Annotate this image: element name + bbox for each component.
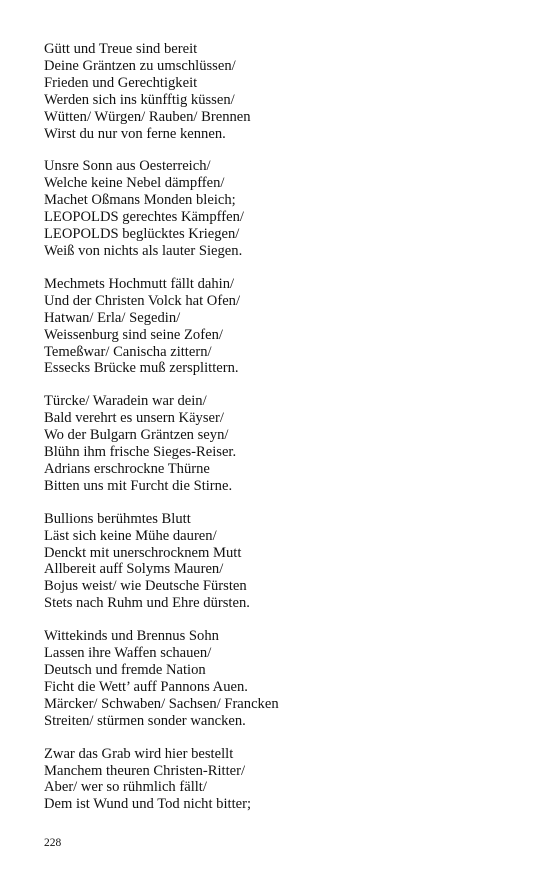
stanza-2 xyxy=(44,158,524,259)
verse-line: Weissenburg sind seine Zofen/ xyxy=(44,326,223,343)
verse-line: Machet Oßmans Monden bleich; xyxy=(44,192,236,209)
verse-line: Bojus weist/ wie Deutsche Fürsten xyxy=(44,578,247,595)
verse-line: Wo der Bulgarn Gräntzen seyn/ xyxy=(44,427,229,444)
verse-line: Denckt mit unerschrocknem Mutt xyxy=(44,544,242,561)
verse-line: Türcke/ Waradein war dein/ xyxy=(44,393,207,410)
verse-line: Und der Christen Volck hat Ofen/ xyxy=(44,292,241,309)
verse-line: Gütt und Treue sind bereit xyxy=(44,41,198,57)
stanza-1 xyxy=(44,41,524,142)
page-number: 228 xyxy=(44,837,62,849)
verse-line: Weiß von nichts als lauter Siegen. xyxy=(44,242,243,259)
verse-line: Hatwan/ Erla/ Segedin/ xyxy=(44,309,181,326)
verse-line: Deutsch und fremde Nation xyxy=(44,662,206,678)
stanza-4 xyxy=(44,393,524,494)
stanza-7 xyxy=(44,746,524,814)
verse-line: Deine Gräntzen zu umschlüssen/ xyxy=(44,57,236,74)
verse-line: Läst sich keine Mühe dauren/ xyxy=(44,527,217,544)
verse-line: Bullions berühmtes Blutt xyxy=(44,510,191,527)
verse-line: Lassen ihre Waffen schauen/ xyxy=(44,645,212,662)
verse-line: Frieden und Gerechtigkeit xyxy=(44,74,198,91)
verse-line: Wirst du nur von ferne kennen. xyxy=(44,125,226,142)
verse-line: Manchem theuren Christen-Ritter/ xyxy=(44,762,246,779)
verse-line: Wütten/ Würgen/ Rauben/ Brennen xyxy=(44,108,251,125)
verse-line: Mechmets Hochmutt fällt dahin/ xyxy=(44,275,235,292)
verse-line: Wittekinds und Brennus Sohn xyxy=(44,628,219,645)
verse-line: Bitten uns mit Furcht die Stirne. xyxy=(44,477,233,494)
verse-line: Welche keine Nebel dämpffen/ xyxy=(44,175,225,192)
verse-line: Stets nach Ruhm und Ehre dürsten. xyxy=(44,595,250,612)
verse-line: Bald verehrt es unsern Käyser/ xyxy=(44,410,224,427)
verse-line: Unsre Sonn aus Oesterreich/ xyxy=(44,158,211,175)
verse-line: Zwar das Grab wird hier bestellt xyxy=(44,745,234,762)
verse-line: Allbereit auff Solyms Mauren/ xyxy=(44,561,224,578)
stanza-3 xyxy=(44,276,524,377)
stanza-5 xyxy=(44,511,524,612)
verse-line: Ficht die Wett’ auff Pannons Auen. xyxy=(44,678,248,695)
verse-line: Werden sich ins künfftig küssen/ xyxy=(44,91,235,108)
stanza-6 xyxy=(44,628,524,729)
verse-line: Temeßwar/ Canischa zittern/ xyxy=(44,343,212,360)
poem-page xyxy=(44,41,524,829)
verse-line: Aber/ wer so rühmlich fällt/ xyxy=(44,779,207,796)
verse-line: Streiten/ stürmen sonder wancken. xyxy=(44,712,246,729)
verse-line: LEOPOLDS gerechtes Kämpffen/ xyxy=(44,209,244,226)
verse-line: Essecks Brücke muß zersplittern. xyxy=(44,360,239,377)
verse-line: Adrians erschrockne Thürne xyxy=(44,460,210,477)
verse-line: Märcker/ Schwaben/ Sachsen/ Francken xyxy=(44,695,279,712)
verse-line: Dem ist Wund und Tod nicht bitter; xyxy=(44,796,252,813)
verse-line: Blühn ihm frische Sieges-Reiser. xyxy=(44,444,237,461)
verse-line: LEOPOLDS beglücktes Kriegen/ xyxy=(44,226,240,243)
